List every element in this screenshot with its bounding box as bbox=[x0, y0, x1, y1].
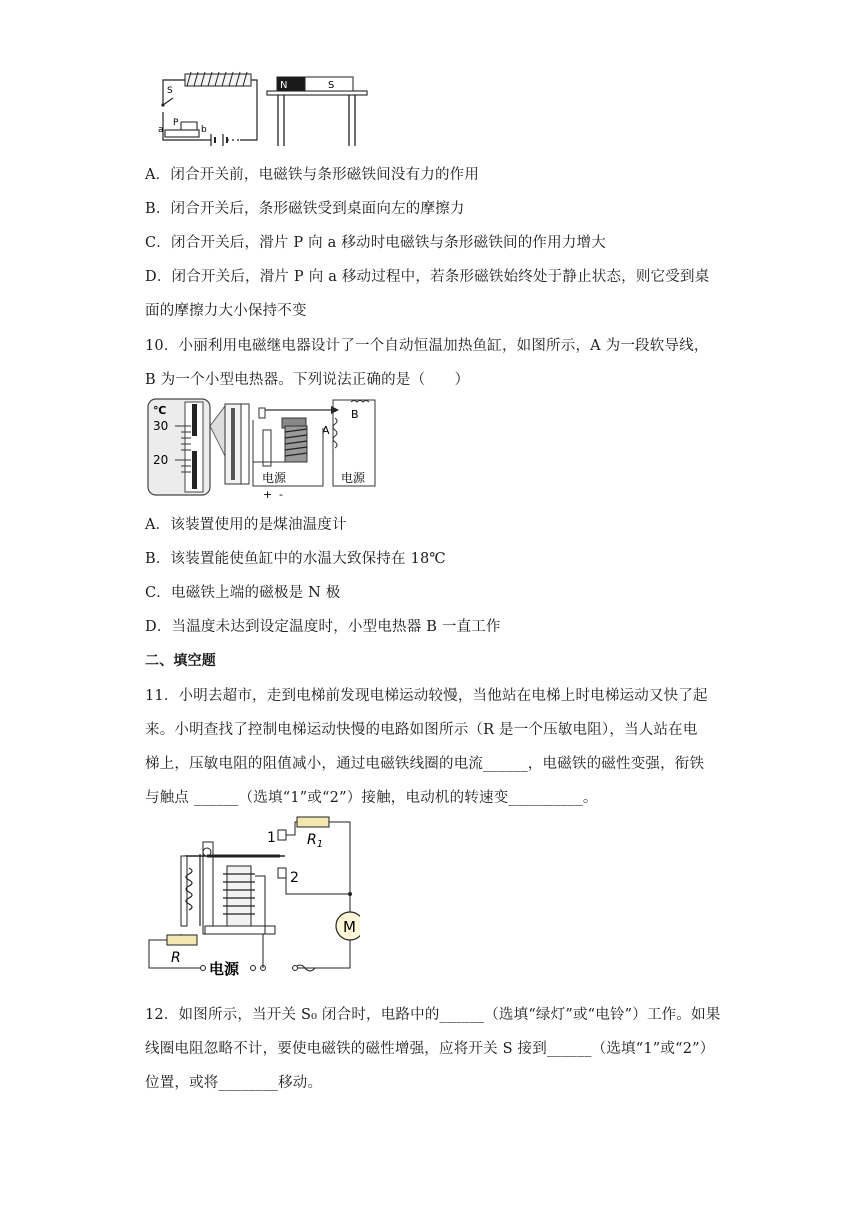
q11-stem-line3: 梯上，压敏电阻的阻值减小，通过电磁铁线圈的电流______，电磁铁的磁性变强，衔铁 bbox=[145, 756, 705, 772]
temp-unit: ℃ bbox=[153, 404, 167, 417]
section-title: 二、填空题 bbox=[145, 653, 216, 669]
tick-30: 30 bbox=[153, 419, 169, 433]
q10-stem-line2: B 为一个小型电热器。下列说法正确的是（ ） bbox=[145, 372, 470, 388]
q11-stem-line1: 11．小明去超市，走到电梯前发现电梯运动较慢，当他站在电梯上时电梯运动又快了起 bbox=[145, 688, 708, 704]
source-label: 电源 bbox=[209, 960, 240, 976]
rheostat-a-label: a bbox=[158, 125, 164, 135]
q11-figure bbox=[145, 816, 360, 976]
q9-figure bbox=[145, 60, 375, 150]
magnet-s-label: S bbox=[328, 80, 335, 91]
contact-1-label: 1 bbox=[267, 830, 276, 846]
rheostat-b-label: b bbox=[201, 125, 207, 135]
q12-stem-line2: 线圈电阻忽略不计，要使电磁铁的磁性增强，应将开关 S 接到______（选填“1”或“2”） bbox=[145, 1041, 715, 1057]
plus-sign: + bbox=[263, 488, 273, 500]
q9-option-c: C．闭合开关后，滑片 P 向 a 移动时电磁铁与条形磁铁间的作用力增大 bbox=[145, 235, 606, 251]
minus-sign: - bbox=[279, 488, 283, 500]
q11-stem-line2: 来。小明查找了控制电梯运动快慢的电路如图所示（R 是一个压敏电阻），当人站在电 bbox=[145, 722, 698, 738]
q10-option-a: A．该装置使用的是煤油温度计 bbox=[145, 517, 347, 533]
q12-stem-line1: 12．如图所示，当开关 S₀ 闭合时，电路中的______（选填“绿灯”或“电铃”）工作。如果 bbox=[145, 1007, 721, 1023]
label-a: A bbox=[322, 424, 330, 437]
q10-stem-line1: 10．小丽利用电磁继电器设计了一个自动恒温加热鱼缸，如图所示，A 为一段软导线， bbox=[145, 338, 709, 354]
motor-label: M bbox=[343, 918, 356, 936]
q10-option-d: D．当温度未达到设定温度时，小型电热器 B 一直工作 bbox=[145, 619, 501, 635]
q11-stem-line4: 与触点 ______（选填“1”或“2”）接触，电动机的转速变__________。 bbox=[145, 790, 598, 806]
q9-option-b: B．闭合开关后，条形磁铁受到桌面向左的摩擦力 bbox=[145, 201, 465, 217]
q10-option-b: B．该装置能使鱼缸中的水温大致保持在 18℃ bbox=[145, 551, 446, 567]
q9-option-d: D．闭合开关后，滑片 P 向 a 移动过程中，若条形磁铁始终处于静止状态，则它受到桌 bbox=[145, 269, 710, 285]
q9-option-a: A．闭合开关前，电磁铁与条形磁铁间没有力的作用 bbox=[145, 167, 480, 183]
q10-option-c: C．电磁铁上端的磁极是 N 极 bbox=[145, 585, 341, 601]
tick-20: 20 bbox=[153, 453, 169, 467]
label-b: B bbox=[351, 408, 359, 421]
right-source-label: 电源 bbox=[341, 471, 366, 485]
magnet-n-label: N bbox=[280, 80, 288, 91]
r1-label: $R_1$ bbox=[307, 832, 324, 850]
switch-s-label: S bbox=[167, 86, 173, 96]
left-source-label: 电源 bbox=[262, 471, 287, 485]
q10-figure bbox=[145, 396, 385, 500]
q9-option-d-cont: 面的摩擦力大小保持不变 bbox=[145, 303, 307, 319]
contact-2-label: 2 bbox=[290, 870, 299, 886]
q12-stem-line3: 位置，或将________移动。 bbox=[145, 1075, 323, 1091]
rheostat-p-label: P bbox=[173, 118, 179, 128]
r-label: R bbox=[171, 950, 181, 966]
